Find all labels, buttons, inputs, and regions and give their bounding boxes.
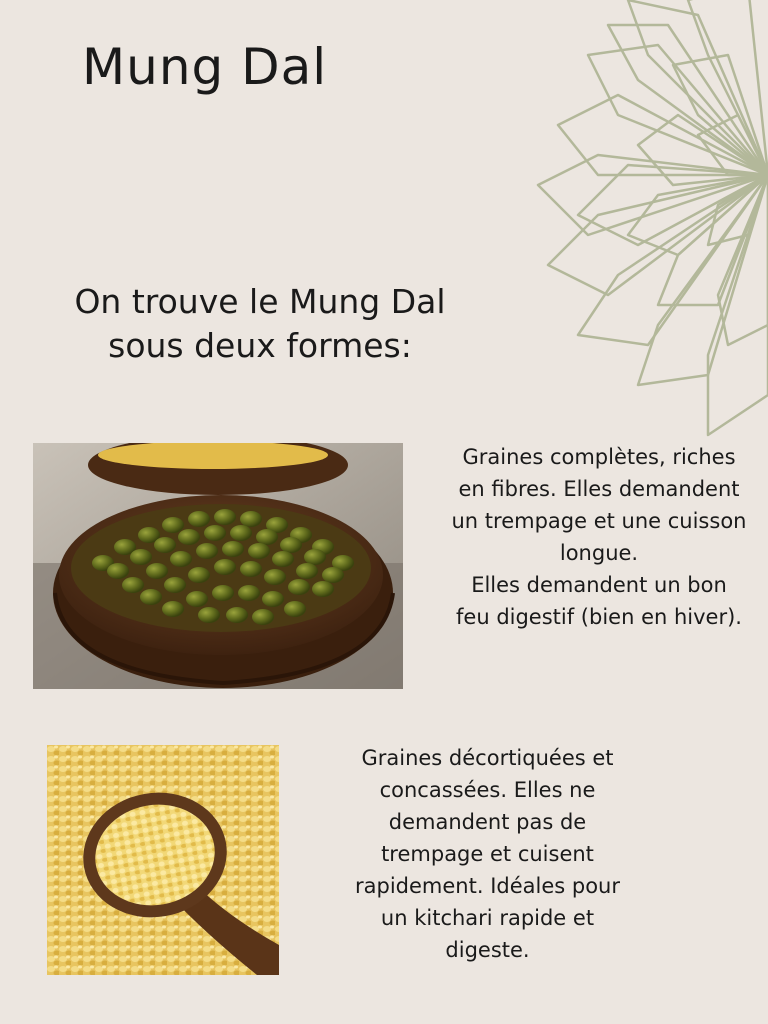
description-line: feu digestif (bien en hiver). — [456, 605, 742, 629]
whole-beans-description — [430, 441, 768, 633]
description-line: un kitchari rapide et — [380, 906, 595, 930]
description-line: Elles demandent un bon — [471, 573, 727, 597]
description-line: en fibres. Elles demandent — [458, 477, 740, 501]
description-line: un trempage et une cuisson — [451, 509, 747, 533]
split-dal-description — [325, 742, 650, 966]
description-line: Graines complètes, riches — [462, 445, 736, 469]
description-line: digeste. — [445, 938, 530, 962]
description-line: concassées. Elles ne — [379, 778, 596, 802]
description-line: rapidement. Idéales pour — [355, 874, 620, 898]
subtitle-line: sous deux formes: — [108, 326, 412, 365]
description-line: demandent pas de — [388, 810, 587, 834]
description-line: longue. — [559, 541, 639, 565]
split-mung-dal-photo — [47, 745, 279, 975]
description-line: trempage et cuisent — [381, 842, 594, 866]
mandala-decoration — [430, 0, 768, 470]
page-title: Mung Dal — [82, 38, 328, 96]
description-line: Graines décortiquées et — [361, 746, 614, 770]
page-subtitle — [30, 280, 490, 368]
subtitle-line: On trouve le Mung Dal — [74, 282, 446, 321]
whole-mung-beans-photo — [33, 443, 403, 689]
